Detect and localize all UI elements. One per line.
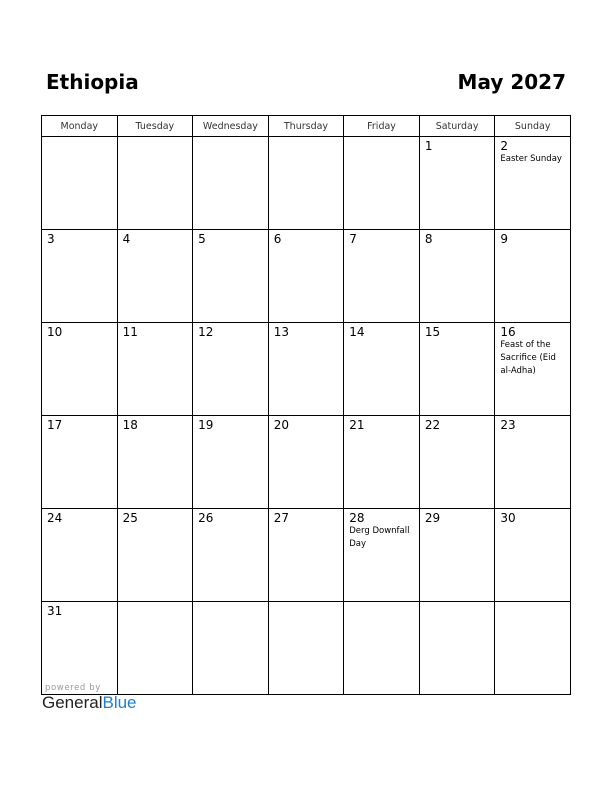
day-number: 27 — [273, 511, 289, 525]
day-cell — [193, 602, 269, 695]
day-cell — [419, 230, 495, 323]
day-number: 5 — [198, 232, 206, 246]
day-number: 7 — [349, 232, 357, 246]
weekday-header: Friday — [344, 116, 420, 137]
day-number: 31 — [47, 604, 63, 618]
week-row — [42, 230, 571, 323]
day-number: 2 — [500, 139, 509, 153]
day-cell — [495, 416, 571, 509]
day-cell — [344, 323, 420, 416]
day-cell — [193, 137, 269, 230]
day-cell — [344, 137, 420, 230]
day-cell — [419, 509, 495, 602]
day-number: 22 — [424, 418, 441, 432]
day-cell — [495, 137, 571, 230]
day-number: 11 — [122, 325, 138, 339]
holiday-label: Easter Sunday — [500, 154, 562, 164]
day-cell — [268, 602, 344, 695]
weekday-header: Thursday — [268, 116, 344, 137]
day-number: 13 — [273, 325, 289, 339]
day-cell — [495, 230, 571, 323]
holiday-label: Feast of the Sacrifice (Eid al-Adha) — [500, 340, 556, 376]
day-cell — [42, 137, 118, 230]
powered-by-text: powered by — [45, 683, 101, 693]
day-cell — [42, 323, 118, 416]
day-cell — [268, 230, 344, 323]
day-number: 23 — [500, 418, 516, 432]
day-number: 8 — [424, 232, 433, 246]
month-year-title: May 2027 — [457, 70, 566, 94]
day-number: 29 — [424, 511, 441, 525]
week-row — [42, 323, 571, 416]
day-number: 9 — [500, 232, 509, 246]
day-cell — [117, 602, 193, 695]
day-number: 17 — [47, 418, 63, 432]
day-cell — [42, 416, 118, 509]
day-cell — [117, 230, 193, 323]
day-cell — [344, 602, 420, 695]
day-cell — [268, 323, 344, 416]
day-cell — [344, 230, 420, 323]
day-number: 24 — [47, 511, 63, 525]
day-number: 14 — [349, 325, 365, 339]
day-number: 16 — [500, 325, 516, 339]
day-number: 25 — [122, 511, 138, 525]
day-number: 6 — [273, 232, 282, 246]
weekday-header: Wednesday — [193, 116, 269, 137]
day-cell — [495, 323, 571, 416]
weekday-header-row — [42, 116, 571, 137]
day-cell — [419, 137, 495, 230]
day-number: 19 — [198, 418, 214, 432]
week-row — [42, 509, 571, 602]
day-cell — [117, 509, 193, 602]
week-row — [42, 602, 571, 695]
week-row — [42, 416, 571, 509]
day-cell — [117, 323, 193, 416]
day-cell — [419, 602, 495, 695]
day-number: 1 — [424, 139, 433, 153]
day-number: 12 — [198, 325, 214, 339]
day-number: 18 — [122, 418, 138, 432]
brand-blue: Blue — [102, 693, 137, 712]
day-cell — [268, 137, 344, 230]
day-number: 26 — [198, 511, 214, 525]
day-cell — [268, 509, 344, 602]
day-cell — [117, 137, 193, 230]
weekday-header: Monday — [42, 116, 118, 137]
weekday-header: Sunday — [495, 116, 571, 137]
brand-general: General — [42, 693, 103, 712]
day-cell — [42, 602, 118, 695]
day-number: 28 — [349, 511, 365, 525]
day-cell — [193, 509, 269, 602]
day-number: 10 — [47, 325, 63, 339]
day-number: 15 — [424, 325, 441, 339]
day-cell — [268, 416, 344, 509]
country-title: Ethiopia — [46, 70, 139, 94]
day-cell — [42, 509, 118, 602]
day-number: 20 — [273, 418, 289, 432]
weekday-header: Saturday — [419, 116, 495, 137]
day-number: 21 — [349, 418, 365, 432]
week-row — [42, 137, 571, 230]
day-cell — [495, 602, 571, 695]
day-cell — [344, 416, 420, 509]
day-cell — [419, 416, 495, 509]
day-number: 30 — [500, 511, 516, 525]
day-number: 3 — [47, 232, 55, 246]
holiday-label: Derg Downfall Day — [349, 526, 410, 549]
day-cell — [117, 416, 193, 509]
day-cell — [42, 230, 118, 323]
weekday-header: Tuesday — [117, 116, 193, 137]
calendar-grid — [41, 115, 571, 695]
day-cell — [344, 509, 420, 602]
day-cell — [193, 323, 269, 416]
day-number: 4 — [122, 232, 131, 246]
day-cell — [419, 323, 495, 416]
day-cell — [193, 230, 269, 323]
day-cell — [495, 509, 571, 602]
day-cell — [193, 416, 269, 509]
generalblue-logo[interactable] — [42, 693, 137, 713]
